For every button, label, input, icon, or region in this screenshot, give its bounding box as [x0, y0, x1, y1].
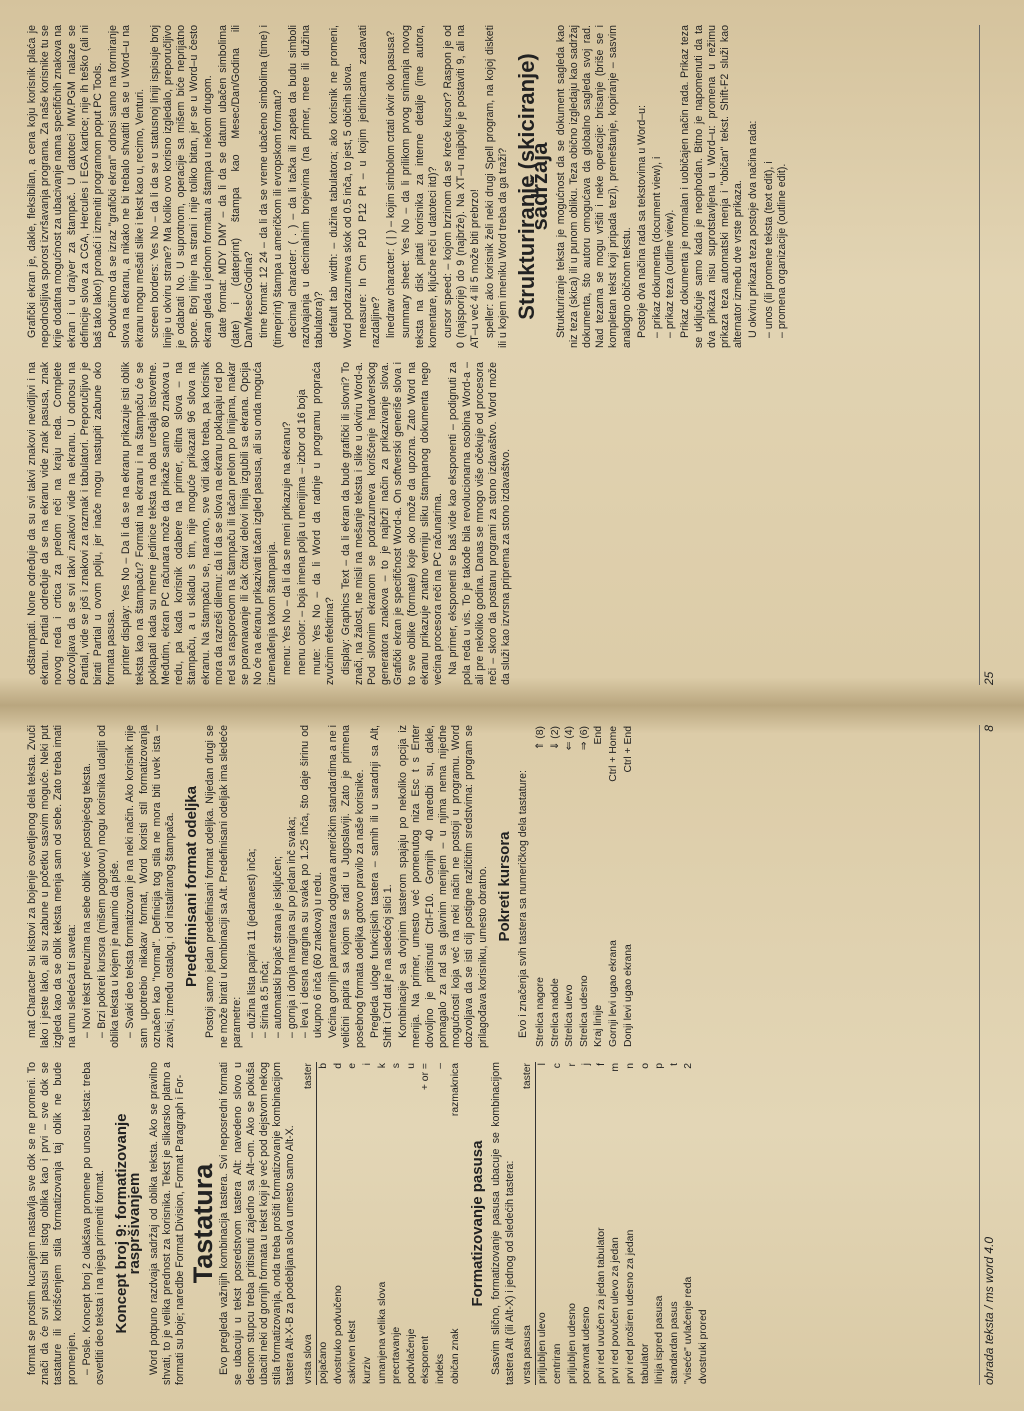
- row-label: Strelica nagore: [535, 977, 547, 1047]
- row-key: m: [610, 1063, 622, 1072]
- row-label: prvi red proširen udesno za jedan: [624, 1229, 636, 1384]
- row-label: pojačano: [318, 1341, 330, 1384]
- row-key: ⇓ (2): [549, 726, 561, 751]
- row-key: 2: [683, 1063, 695, 1069]
- view-list: [651, 25, 677, 338]
- row-label: dvostruki prored: [697, 1309, 709, 1384]
- list-item: – prikaz teza (outline view).: [664, 209, 677, 338]
- paragraph: measure: In Cm P10 P12 Pt – u kojim jedinicama zadavati razdaljine?: [356, 25, 383, 348]
- table-row: [317, 1062, 332, 1385]
- paragraph: menu color: – boja imena polja u menijima – izbor od 16 boja: [296, 389, 309, 675]
- row-key: f: [595, 1063, 607, 1066]
- row-label: centriran: [551, 1343, 563, 1384]
- left-page: [26, 725, 996, 1385]
- table-row: [624, 1062, 639, 1385]
- row-key: i: [362, 1063, 374, 1066]
- paragraph: default tab width: – dužina tabulatora; ako korisnik ne promeni, Word podrazumeva skok od 0.5 inča, to jest, 5 običnih slova.: [328, 25, 354, 348]
- paragraph: format se prostim kucanjem nastavlja sve dok se ne promeni. To znači da će svi pasusi biti istog oblika kao i prvi – sve dok se tastature ili korišćenjem stila formatizovanja taj oblik ne bude promenjen.: [26, 1062, 78, 1385]
- right-page: [26, 25, 996, 685]
- row-key: ⇑ (8): [535, 726, 547, 751]
- row-key: l: [537, 1063, 549, 1066]
- row-key: b: [318, 1063, 330, 1069]
- row-label: eksponent: [420, 1336, 432, 1384]
- list-item: – prikaz dokumenta (document view), i: [650, 156, 663, 338]
- row-label: Gornji levi ugao ekrana: [608, 940, 620, 1047]
- left-column-2: [26, 725, 986, 1048]
- table-row: [405, 1062, 420, 1385]
- table-row: [361, 1062, 376, 1385]
- paragraph: Postoji samo jedan predefinisani format odeljka. Nijedan drugi se ne može birati u kombinaciji sa Alt. Predefinisani odeljak ima sledeće parametre:: [204, 725, 243, 1048]
- paragraph-format-table: [521, 1062, 712, 1385]
- row-label: precrtavanje: [391, 1326, 403, 1384]
- row-key: t: [668, 1063, 680, 1066]
- row-key: razmaknica: [449, 1063, 461, 1117]
- row-label: Strelica udesno: [578, 975, 590, 1047]
- row-key: p: [654, 1063, 666, 1069]
- list-item: – leva i desna margina su svaka po 1.25 inča, što daje širinu od ukupno 6 inča (60 znakova) u redu.: [298, 725, 325, 1038]
- paragraph: Word potpuno razdvaja sadržaj od oblika teksta. Ako se pravilno shvati, to je velika prednost za korisnika. Tekst je slikarsko platno a formati su boje; naredbe Format Division, Format Paragraph i For-: [147, 1062, 187, 1385]
- outline-mode-list: [763, 25, 789, 338]
- paragraph: Pregleda uloge funkcijskih tastera – samih ili u saradnji sa Alt, Shift i Ctrl dat je na sledećoj slici 1.: [368, 725, 395, 1048]
- list-item: – dužina lista papira 11 (jedanaest) inča;: [246, 848, 259, 1038]
- row-label: Strelica nadole: [549, 978, 561, 1047]
- paragraph: screen borders: Yes No – da li da se u statusnoj liniji ispisuje broj linije u okviru strane? Ma koliko ovo korisno izgledalo, preporučljivo je odabrati No. U suprotnom, operacije sa mišem biće neprijatno spore. Broj linije na strani i nije toliko bitan, jer se u Word–u često ekran gleda u jednom formatu a štampa u nekom drugom.: [148, 25, 214, 348]
- paragraph: – Svaki deo teksta formatizovan je na neki način. Ako korisnik nije sam upotrebio nikakav format, Word koristi stil formatizovanja označen kao "normal". Definicija tog stila ne mora biti uvek ista – zavisi, između ostalog, i od instaliranog štampača.: [124, 725, 177, 1048]
- page-number: 8: [982, 725, 996, 732]
- table-row: [449, 1062, 464, 1385]
- table-row: [390, 1062, 405, 1385]
- row-label: kurziv: [362, 1356, 374, 1384]
- page-footer: [979, 725, 996, 1385]
- row-key: [697, 1062, 712, 1185]
- table-row: [653, 1062, 668, 1385]
- paragraph: display: Graphics Text – da li ekran da bude grafički ili slovni? To znači, na žalost, ne misli na mešanje teksta i slike u okviru Word-a. Pod slovnim ekranom se podrazumeva korišćenje hardverskog generatora znakova – to je najbrži način za prikazivanje slova. Grafički ekran je specifičnost Word-a. On softverski generiše slova i to sve oblike (formate) koje oko može da upozna. Zato Word na ekranu prikazuje znatno verniju sliku štampanog dokumenta nego većina procesora reči na PC računarima.: [339, 362, 445, 685]
- row-key: c: [551, 1063, 563, 1069]
- row-label: priljubljen udesno: [566, 1303, 578, 1384]
- row-label: indeks: [435, 1353, 446, 1384]
- paragraph: speller: ako korisnik želi neki drugi Spell program, na kojoj disketi ili u kojem imeniku Word treba da ga traži?: [483, 25, 509, 348]
- left-column-1: [26, 1062, 986, 1385]
- paragraph: Strukturiranje teksta je mogućnost da se dokument sagleda kao niz teza (skica) ili u punom obliku. Teza obično izgledaju kao sadržaj dokumenta, što autoru omogućava da globalno sagleda svoj rad. Nad tezama se mogu vršiti i neke operacije: brisanje (briše se i kompletan tekst koji pripada tezi), premeštanje, kopiranje – sasvim analogno običnom tekstu.: [554, 25, 633, 348]
- paragraph: mute: Yes No – da li Word da radnje u programu propraća zvučnim efektima?: [311, 362, 337, 685]
- page-number: 25: [982, 671, 996, 685]
- list-item: – gornja i donja margina su po jedan inč svaka;: [285, 816, 298, 1038]
- row-key: r: [566, 1063, 578, 1067]
- list-item: – promena organizacije (outline edit).: [775, 163, 788, 338]
- paragraph: Prikaz dokumenta je normalan i uobičajen način rada. Prikaz teza se uključuje samo kada je neophodan. Bitno je napomenuti da ta dva prikaza nisu suprotstavljena u Word–u: promena u režimu prikaza teza automatski menja i "običan" tekst. Shift-F2 služi kao alternator između dve vrste prikaza.: [679, 25, 745, 348]
- paragraph: decimal character: ( . ) – da li tačka ili zapeta da budu simboli razdvajanja u decimalnim brojevima (na primer, mere ili dužina tabulatora)?: [286, 25, 326, 348]
- row-key: d: [332, 1063, 344, 1069]
- row-key: e: [347, 1063, 359, 1069]
- paragraph: Grafički ekran je, dakle, fleksibilan, a cena koju korisnik plaća je nepodnošljiva sporost izvršavanja programa. Za naše korisnike tu se krije dodatna mogućnost za ubacivanje nama specifičnih znakova na ekran i u drajver za štampač. U datoteci MW.PGM nalaze se definicije slova za CGA, Hercules i EGA kartice; nije ih teško (ali ni baš tako lako!) pronaći i izmeniti programom poput PC Tools.: [26, 25, 105, 348]
- row-label: običan znak: [449, 1328, 461, 1384]
- footer-title: obrada teksta / ms word 4.0: [982, 1236, 996, 1385]
- table-row: [376, 1062, 391, 1385]
- row-label: "viseće" uvlačenje reda: [683, 1276, 695, 1384]
- paragraph: – Brzi pokreti kursora (mišem pogotovu) mogu korisnika udaljiti od oblika teksta u kojem je naumio da piše.: [96, 725, 122, 1048]
- paragraph: Evo i značenja svih tastera sa numeričkog dela tastature:: [516, 770, 529, 1038]
- right-column-2: [26, 25, 986, 348]
- parameter-list: [246, 725, 325, 1038]
- row-label: umanjena velika slova: [376, 1281, 388, 1384]
- page-footer: [979, 25, 996, 685]
- paragraph: U okviru prikaza teza postoje dva načina rada:: [747, 120, 760, 338]
- section-heading: Predefinisani format odeljka: [183, 786, 201, 987]
- row-label: dvostruko podvučeno: [332, 1285, 344, 1384]
- table-row: [332, 1062, 347, 1385]
- section-heading-strukturiranje: Strukturiranje (skiciranje) sadržaja: [514, 53, 553, 320]
- row-label: prvi red povučen ulevo za jedan: [610, 1237, 622, 1384]
- paragraph: time format: 12 24 – da li da se vreme ubačeno simbolima (time) i (timeprint) štampa u američkom ili evropskom formatu?: [258, 25, 284, 348]
- row-label: podvlačenje: [405, 1328, 417, 1384]
- paragraph: – Novi tekst preuzima na sebe oblik već postojećeg teksta.: [80, 763, 93, 1038]
- table-row: [419, 1062, 434, 1385]
- paragraph: summary sheet: Yes No – da li prilikom prvog snimanja novog teksta na disk pitati korisnika za interne detalje (ime autora, komentare, ključne reči u datoteci itd)?: [400, 25, 439, 348]
- row-key: o: [639, 1063, 651, 1069]
- table-row: [346, 1062, 361, 1385]
- row-label: priljubljen ulevo: [537, 1312, 549, 1384]
- list-item: – automatski brojač strana je isključen;: [272, 856, 285, 1038]
- row-key: k: [376, 1063, 388, 1069]
- table-row: [697, 1062, 712, 1385]
- paragraph: Postoje dva načina rada sa tekstovima u Word–u:: [635, 105, 648, 338]
- table-row: [534, 725, 549, 1048]
- row-label: Kraj linije: [593, 1004, 605, 1047]
- row-label: linija ispred pasusa: [654, 1295, 666, 1384]
- row-key: s: [391, 1063, 403, 1069]
- table-row: [566, 1062, 581, 1385]
- row-key: + or =: [420, 1063, 432, 1091]
- paragraph: Evo pregleda važnijih kombinacija tastera. Svi neposredni formati se ubacuju u tekst posredstvom tastera Alt: navedeno slovo u desnom stupcu treba pritisnuti zajedno sa Alt–om. Ako se pokuša ubaciti neki od gornjih formata u tekst koji je već pod dejstvom nekog stila formatizovanja, onda treba prošiti formatizovanje kombinacijom tastera Alt-X-B za podebljana slova umesto samo Alt-X.: [218, 1062, 297, 1385]
- row-label: poravnat udesno: [581, 1306, 593, 1384]
- row-key: ⇐ (4): [564, 726, 576, 751]
- row-label: Donji levi ugao ekrana: [622, 944, 634, 1047]
- paragraph: Na primer, eksponenti se baš vide kao eksponenti – podignuti za pola reda u vis. To je takođe bila revolucionarna osobina Word-a – ali pre nekoliko godina. Danas se mnogo više očekuje od procesora reči – skoro da postanu programi za stono izdavaštvo. Word može da služi kao izvrsna priprema za stono izdavaštvo.: [447, 362, 513, 685]
- table-row: [592, 725, 607, 1048]
- section-heading: Formatizovanje pasusa: [469, 1140, 487, 1307]
- table-row: [668, 1062, 683, 1385]
- paragraph: printer display: Yes No – Da li da se na ekranu prikazuje isti oblik teksta kao na štampaču? Formati na ekranu i na štampaču će se poklapati kada su merne jedinice teksta na oba uređaja istovetne. Međutim, ekran PC računara može da prikaže samo 80 znakova u redu, pa kada korisnik odabere na primer, elitna slova – na štampaču, a u skladu s tim, nije moguće prikazati 96 slova na ekranu. Na štampaču se, naravno, sve vidi kako treba, pa korisnik mora da razreši dilemu: da li da se slova na ekranu poklapaju red po red sa rasporedom na štampaču ili tačan prelom po linijama, makar se poravnavanje ili čak čitavi delovi linija izgubili sa ekrana. Opcija No će na ekranu prikazivati tačan izgled pasusa, ali su onda moguća iznenađenja tokom štampanja.: [120, 362, 278, 685]
- paragraph: Podvučimo da se izraz "grafički ekran" odnosi samo na formiranje slova na ekranu, a nikako ne bi trebalo shvatiti da se u Word–u na ekranu mogu mešati slike i tekst kao u, recimo, Venturi.: [107, 25, 146, 348]
- table-row: [563, 725, 578, 1048]
- paragraph: Sasvim slično, formatizovanje pasusa ubacuje se kombinacijom tastera Alt (ili Alt-X) i jednog od sledećih tastera:: [490, 1062, 516, 1385]
- right-column-1: [26, 362, 986, 685]
- table-header: vrsta pasusa: [521, 1185, 536, 1385]
- row-label: tabulator: [639, 1343, 651, 1384]
- row-key: End: [593, 726, 605, 745]
- table-row: [578, 725, 593, 1048]
- list-item: – širina 8.5 inča;: [259, 960, 272, 1038]
- table-row: [607, 725, 622, 1048]
- table-row: [536, 1062, 551, 1385]
- paragraph: Kombinacije sa dvojnim tasterom spajaju po nekoliko opcija iz menija. Na primer, umesto već pomenutog niza Esc t s Enter dovoljno je pritisnuti Ctrl-F10. Gornjih 40 naredbi su, dakle, pomagalo za rad sa glavnim menijem – u njima nema nijedne mogućnosti koja već na neki način ne postoji u programu. Word dozvoljava da se isti cilj postigne različitim sredstvima: program se prilagođava korisniku, umesto obratno.: [397, 725, 489, 1048]
- paragraph: odštampati. None određuje da su svi takvi znakovi nevidljivi i na ekranu. Partial određuje da se na ekranu vide znak pasusa, znak novog reda i crtica za prelom reči na kraju reda. Complete dozvoljava da se svi takvi znakovi vide na ekranu. U odnosu na Partial, vide se još i znakovi za razmak i tabulatori. Preporučljivo je birati Partial u ovom polju, jer inače mogu nastupiti zabune oko formata pasusa.: [26, 362, 118, 685]
- row-label: standardan pasus: [668, 1301, 680, 1384]
- row-key: n: [624, 1063, 636, 1069]
- row-key: –: [435, 1063, 446, 1069]
- paragraph: mat Character su kistovi za bojenje osvetljenog dela teksta. Zvuči lako i jeste lako, ali su zabune u početku sasvim moguće. Neki put izgleda kao da se oblik teksta menja sam od sebe. Zato treba imati na umu sledeća tri saveta:: [26, 725, 78, 1048]
- table-row: [595, 1062, 610, 1385]
- list-item: – unos (ili promene teksta (text edit), i: [762, 161, 775, 338]
- row-label: sakriven tekst: [347, 1320, 359, 1384]
- table-row: [580, 1062, 595, 1385]
- row-key: Ctrl + Home: [608, 726, 620, 782]
- table-header: taster: [521, 1062, 536, 1185]
- paragraph: Većina gornjih parametara odgovara američkim standardima a ne i veličini papira sa kojom se radi u Jugoslaviji. Zato je primena posebnog formata odeljka gotovo pravilo za naše korisnike.: [327, 725, 366, 1048]
- paragraph: date format: MDY DMY – da li da se datum ubačen simbolima (date) i (dateprint) štampa kao Mesec/Dan/Godina ili Dan/Mesec/Godina?: [216, 25, 256, 348]
- table-row: [549, 725, 564, 1048]
- table-row: [622, 725, 637, 1048]
- row-key: u: [405, 1063, 417, 1069]
- row-key: ⇒ (6): [578, 726, 590, 751]
- section-heading-tastatura: Tastatura: [188, 1163, 219, 1284]
- row-key: Ctrl + End: [622, 726, 634, 773]
- table-header: vrsta slova: [302, 1185, 317, 1385]
- section-heading: Pokreti kursora: [495, 831, 513, 942]
- font-format-table: [302, 1062, 464, 1385]
- row-key: j: [581, 1063, 593, 1066]
- table-row: [609, 1062, 624, 1385]
- paragraph: menu: Yes No – da li da se meni prikazuje na ekranu?: [280, 421, 293, 675]
- paragraph: cursor speed: – kojom brzinom da se kreće kursor? Raspon je od 0 (najsporije) do 9 (najbrže). Na XT–u najbolje je postaviti 9, ali na AT–u već 4 ili 5 može biti prebrzo!: [442, 25, 481, 348]
- row-label: Strelica ulevo: [564, 984, 576, 1047]
- table-row: [682, 1062, 697, 1385]
- cursor-keys-table: [534, 725, 636, 1048]
- table-row: [639, 1062, 654, 1385]
- table-row: [434, 1062, 449, 1385]
- paragraph: – Posle. Koncept broj 2 olakšava promene po unosu teksta: treba osvetliti deo teksta i na njega primeniti format.: [80, 1062, 107, 1385]
- row-label: prvi red uvučen za jedan tabulator: [595, 1227, 607, 1384]
- paragraph: linedraw character: ( | ) – kojim simbolom crtati okvir oko pasusa?: [385, 30, 398, 338]
- section-heading: Koncept broj 9: formatizovanje raspršivanjem: [113, 1113, 144, 1334]
- table-header: taster: [302, 1062, 317, 1185]
- table-row: [551, 1062, 566, 1385]
